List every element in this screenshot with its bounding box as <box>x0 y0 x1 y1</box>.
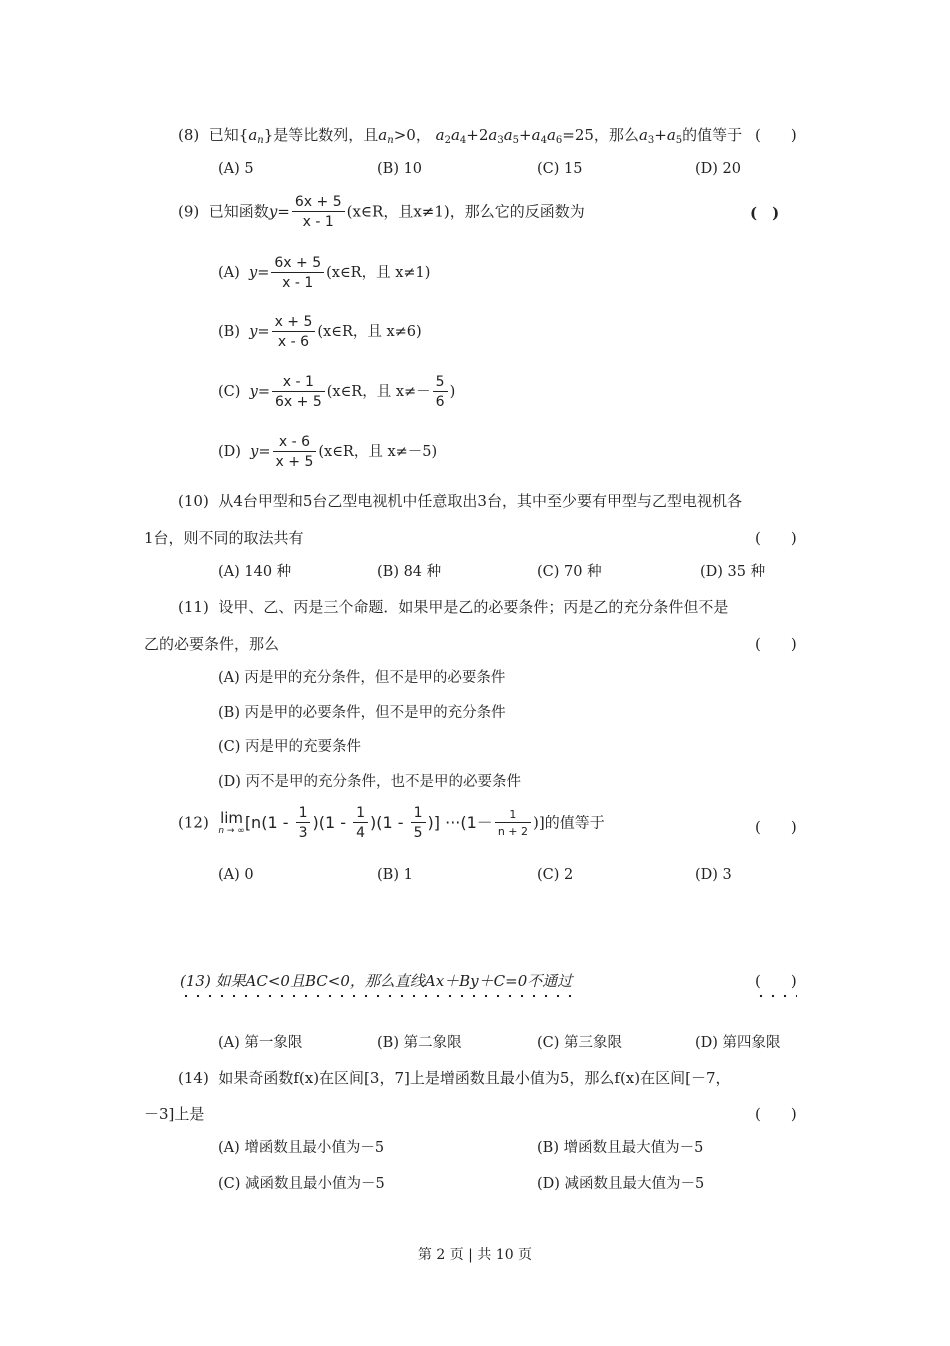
option-a: (A) 0 <box>218 867 254 883</box>
option-c: (C) 丙是甲的充要条件 <box>218 739 362 755</box>
answer-paren: ( ) <box>755 1105 797 1123</box>
question-9: (9) 已知函数y= $\frac{6x + 5}{x - 1}$ (x∈R，且x≠1)，那么它的反函数为 <box>178 194 585 230</box>
option-d: (D) 减函数且最大值为－5 <box>537 1176 705 1192</box>
question-number: (11) <box>178 598 209 616</box>
option-a: (A) y= $\frac{6x + 5}{x - 1}$ (x∈R，且 x≠1) <box>218 255 431 291</box>
option-b: (B) 84 种 <box>377 564 442 580</box>
question-14-line2: －3]上是 <box>144 1105 205 1123</box>
question-10-line2: 1台，则不同的取法共有 <box>144 529 304 547</box>
option-d: (D) y= $\frac{x - 6}{x + 5}$ (x∈R，且 x≠－5) <box>218 434 438 470</box>
option-b: (B) 丙是甲的必要条件，但不是甲的充分条件 <box>218 705 506 721</box>
answer-paren: ( ) <box>755 818 797 836</box>
option-d: (D) 20 <box>695 161 741 177</box>
answer-paren: ( ) <box>750 204 780 222</box>
option-a: (A) 增函数且最小值为－5 <box>218 1140 385 1156</box>
option-a: (A) 5 <box>218 161 254 177</box>
question-number: (10) <box>178 492 209 510</box>
page-footer: 第 2 页 | 共 10 页 <box>417 1247 533 1263</box>
question-number: (14) <box>178 1069 209 1087</box>
question-11-line2: 乙的必要条件，那么 <box>144 635 280 653</box>
option-b: (B) 1 <box>377 867 413 883</box>
question-8: (8) 已知$\{a_n\}$是等比数列，且$a_n>0$， $a_2a_4+2a_3a_5+a_4a_6=25$，那么$a_3+a_5$的值等于 <box>178 126 743 146</box>
option-a: (A) 丙是甲的充分条件，但不是甲的必要条件 <box>218 670 506 686</box>
option-d: (D) 丙不是甲的充分条件，也不是甲的必要条件 <box>218 774 522 790</box>
option-a: (A) 140 种 <box>218 564 292 580</box>
option-b: (B) 第二象限 <box>377 1035 462 1051</box>
function-fraction: $\frac{6x + 5}{x - 1}$ <box>292 195 345 229</box>
limit-operator: lim n → ∞ <box>218 808 245 836</box>
question-number: (12) <box>178 813 209 832</box>
question-12: (12) lim n → ∞ [n(1 - $\frac{1}{3}$ )(1 - $\frac{1}{4}$ )(1 - $\frac{1}{5}$ )] ···(1－ $\frac{1}{n + 2}$ )]的值等于 <box>178 805 605 841</box>
question-11: (11) 设甲、乙、丙是三个命题．如果甲是乙的必要条件；丙是乙的充分条件但不是 <box>178 598 729 616</box>
option-d: (D) 35 种 <box>700 564 766 580</box>
answer-paren: ( ) <box>755 974 797 998</box>
option-d: (D) 第四象限 <box>695 1035 781 1051</box>
question-10: (10) 从4台甲型和5台乙型电视机中任意取出3台，其中至少要有甲型与乙型电视机各 <box>178 492 742 510</box>
option-c: (C) 第三象限 <box>537 1035 623 1051</box>
answer-paren: ( ) <box>755 529 797 547</box>
answer-paren: ( ) <box>755 635 797 653</box>
option-c: (C) 70 种 <box>537 564 602 580</box>
option-c: (C) y= $\frac{x - 1}{6x + 5}$ (x∈R，且 x≠－ $\frac{5}{6}$ ) <box>218 374 456 410</box>
option-b: (B) 增函数且最大值为－5 <box>537 1140 704 1156</box>
question-number: (8) <box>178 126 200 144</box>
question-number: (9) <box>178 202 200 221</box>
question-13: (13) 如果AC<0且BC<0，那么直线Ax＋By＋C=0不通过 <box>180 974 572 998</box>
option-a: (A) 第一象限 <box>218 1035 303 1051</box>
option-b: (B) y= $\frac{x + 5}{x - 6}$ (x∈R，且 x≠6) <box>218 314 422 350</box>
option-b: (B) 10 <box>377 161 423 177</box>
question-14: (14) 如果奇函数f(x)在区间[3，7]上是增函数且最小值为5，那么f(x)在区间[－7， <box>178 1069 731 1087</box>
option-c: (C) 减函数且最小值为－5 <box>218 1176 385 1192</box>
option-c: (C) 2 <box>537 867 574 883</box>
option-c: (C) 15 <box>537 161 583 177</box>
answer-paren: ( ) <box>755 126 797 144</box>
option-d: (D) 3 <box>695 867 732 883</box>
